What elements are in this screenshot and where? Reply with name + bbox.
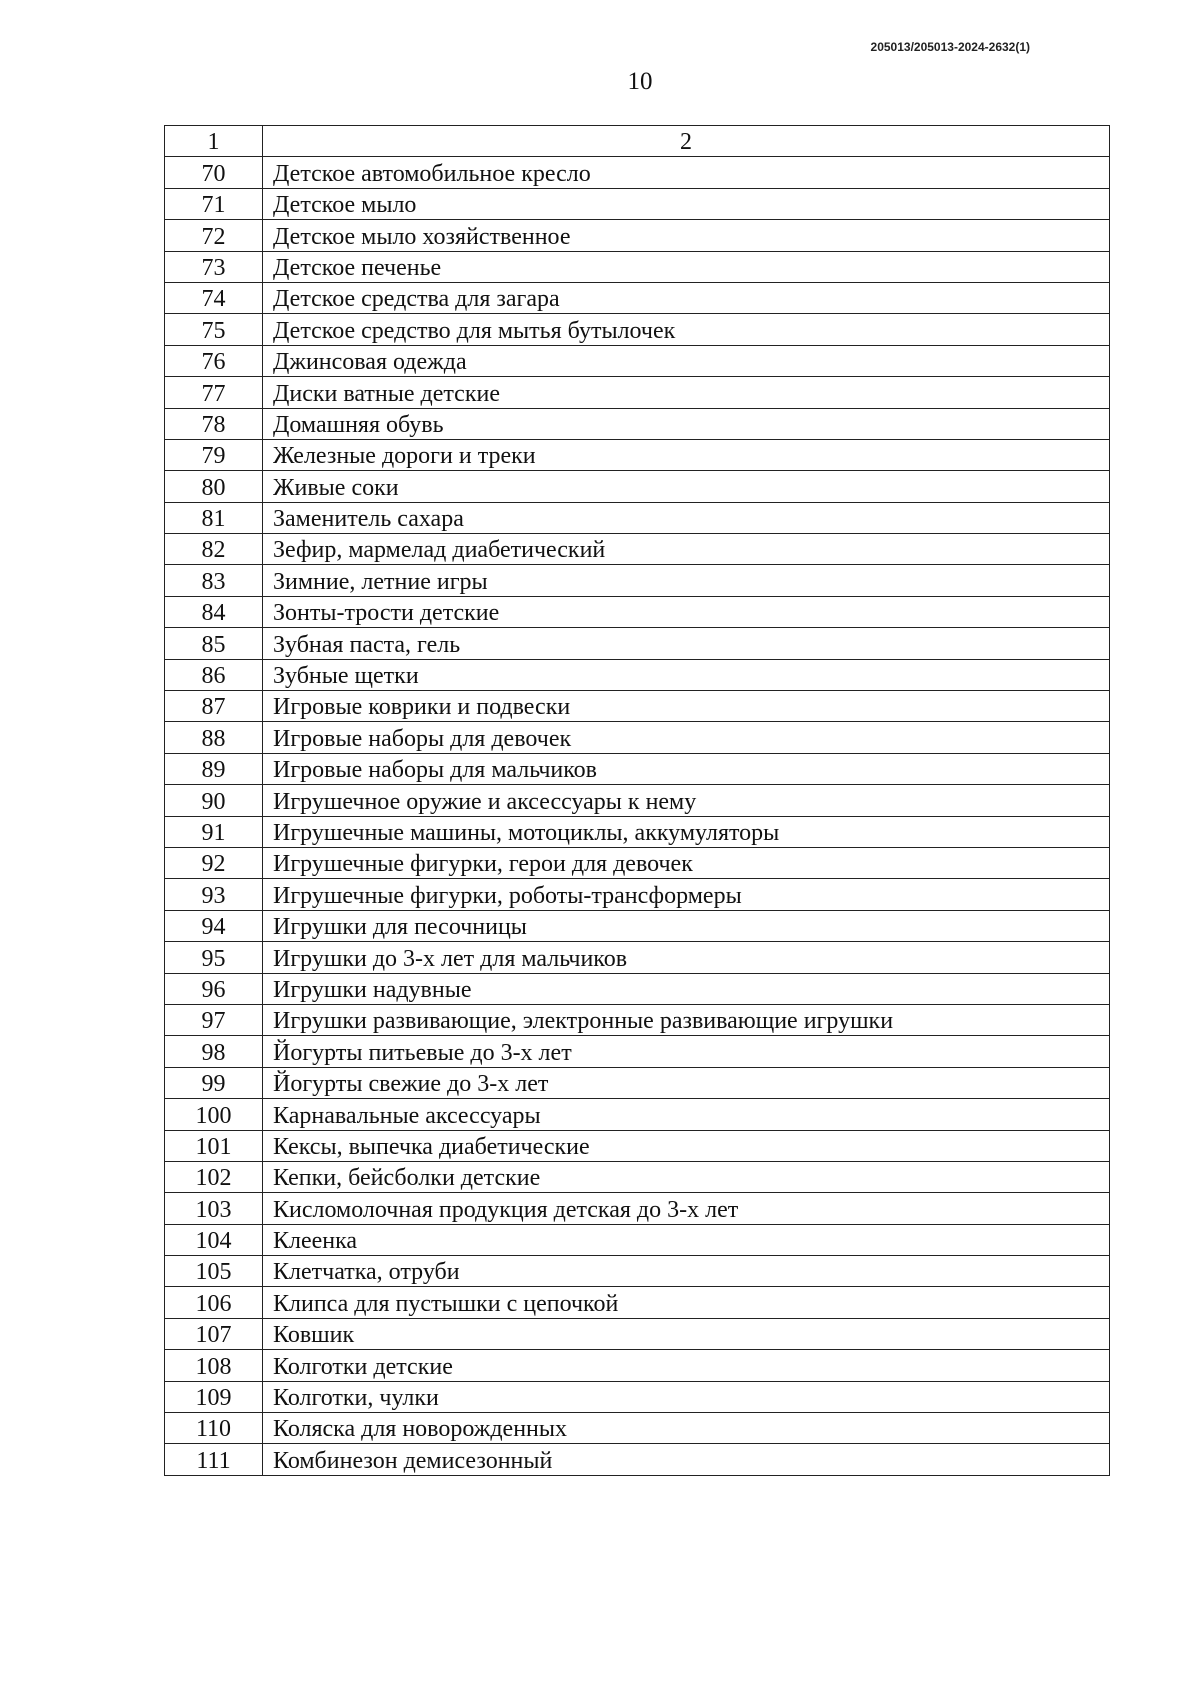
row-item-name: Детское мыло хозяйственное [263,220,1110,251]
row-item-name: Кисломолочная продукция детская до 3-х лет [263,1193,1110,1224]
table-row [165,1224,1110,1255]
table-row [165,942,1110,973]
row-number: 75 [165,314,263,345]
row-number: 91 [165,816,263,847]
table-row [165,439,1110,470]
row-item-name: Зонты-трости детские [263,596,1110,627]
table-row [165,847,1110,878]
row-number: 109 [165,1381,263,1412]
row-item-name: Кексы, выпечка диабетические [263,1130,1110,1161]
row-item-name: Джинсовая одежда [263,345,1110,376]
table-row [165,1099,1110,1130]
table-row [165,1161,1110,1192]
table-row [165,220,1110,251]
table-row [165,565,1110,596]
row-number: 105 [165,1256,263,1287]
row-item-name: Детское мыло [263,188,1110,219]
row-item-name: Живые соки [263,471,1110,502]
table-row [165,502,1110,533]
row-item-name: Игрушечное оружие и аксессуары к нему [263,785,1110,816]
row-number: 79 [165,439,263,470]
row-item-name: Детское средства для загара [263,282,1110,313]
table-row [165,973,1110,1004]
table-row [165,1350,1110,1381]
row-item-name: Йогурты свежие до 3-х лет [263,1067,1110,1098]
row-item-name: Колготки детские [263,1350,1110,1381]
row-item-name: Железные дороги и треки [263,439,1110,470]
column-2-header: 2 [263,126,1110,157]
row-number: 88 [165,722,263,753]
table-row [165,188,1110,219]
row-item-name: Йогурты питьевые до 3-х лет [263,1036,1110,1067]
table-row [165,1318,1110,1349]
table-row [165,1256,1110,1287]
table-row [165,816,1110,847]
table-row [165,1004,1110,1035]
table-row [165,1130,1110,1161]
row-item-name: Детское средство для мытья бутылочек [263,314,1110,345]
row-item-name: Игрушки до 3-х лет для мальчиков [263,942,1110,973]
row-item-name: Заменитель сахара [263,502,1110,533]
row-number: 87 [165,691,263,722]
row-item-name: Диски ватные детские [263,377,1110,408]
table-row [165,879,1110,910]
row-number: 96 [165,973,263,1004]
row-item-name: Колготки, чулки [263,1381,1110,1412]
table-row [165,157,1110,188]
document-id: 205013/205013-2024-2632(1) [870,40,1030,54]
row-number: 77 [165,377,263,408]
row-number: 81 [165,502,263,533]
row-number: 110 [165,1413,263,1444]
row-number: 94 [165,910,263,941]
row-item-name: Игрушки надувные [263,973,1110,1004]
table-row [165,785,1110,816]
table-row [165,910,1110,941]
row-number: 71 [165,188,263,219]
row-item-name: Зубные щетки [263,659,1110,690]
row-number: 101 [165,1130,263,1161]
row-number: 99 [165,1067,263,1098]
row-number: 106 [165,1287,263,1318]
row-item-name: Игровые наборы для мальчиков [263,753,1110,784]
table-row [165,534,1110,565]
row-number: 82 [165,534,263,565]
row-item-name: Зефир, мармелад диабетический [263,534,1110,565]
row-item-name: Игрушечные фигурки, роботы-трансформеры [263,879,1110,910]
row-number: 98 [165,1036,263,1067]
row-number: 102 [165,1161,263,1192]
row-number: 95 [165,942,263,973]
row-number: 90 [165,785,263,816]
row-number: 108 [165,1350,263,1381]
table-row [165,1287,1110,1318]
row-item-name: Игровые наборы для девочек [263,722,1110,753]
table-row [165,1193,1110,1224]
table-row [165,659,1110,690]
column-1-header: 1 [165,126,263,157]
row-item-name: Зубная паста, гель [263,628,1110,659]
row-item-name: Игрушки развивающие, электронные развивающие игрушки [263,1004,1110,1035]
items-table-body [165,126,1110,1476]
row-number: 70 [165,157,263,188]
row-item-name: Игрушечные фигурки, герои для девочек [263,847,1110,878]
row-number: 73 [165,251,263,282]
table-row [165,628,1110,659]
table-row [165,753,1110,784]
table-row [165,251,1110,282]
row-item-name: Игровые коврики и подвески [263,691,1110,722]
row-number: 76 [165,345,263,376]
row-number: 83 [165,565,263,596]
row-number: 97 [165,1004,263,1035]
row-number: 85 [165,628,263,659]
row-item-name: Комбинезон демисезонный [263,1444,1110,1475]
row-number: 86 [165,659,263,690]
row-item-name: Коляска для новорожденных [263,1413,1110,1444]
row-item-name: Детское автомобильное кресло [263,157,1110,188]
table-row [165,1444,1110,1475]
row-number: 72 [165,220,263,251]
row-number: 78 [165,408,263,439]
table-row [165,1381,1110,1412]
table-row [165,345,1110,376]
row-number: 103 [165,1193,263,1224]
table-row [165,722,1110,753]
row-number: 80 [165,471,263,502]
page-number: 10 [627,68,653,95]
row-item-name: Игрушечные машины, мотоциклы, аккумуляторы [263,816,1110,847]
row-number: 104 [165,1224,263,1255]
table-row [165,408,1110,439]
row-number: 92 [165,847,263,878]
row-item-name: Ковшик [263,1318,1110,1349]
table-row [165,282,1110,313]
table-row [165,377,1110,408]
row-item-name: Карнавальные аксессуары [263,1099,1110,1130]
table-row [165,596,1110,627]
row-item-name: Клетчатка, отруби [263,1256,1110,1287]
table-row [165,691,1110,722]
row-item-name: Клипса для пустышки с цепочкой [263,1287,1110,1318]
row-number: 111 [165,1444,263,1475]
row-item-name: Домашняя обувь [263,408,1110,439]
row-item-name: Кепки, бейсболки детские [263,1161,1110,1192]
row-number: 89 [165,753,263,784]
row-number: 84 [165,596,263,627]
row-item-name: Зимние, летние игры [263,565,1110,596]
table-row [165,1413,1110,1444]
table-row [165,1036,1110,1067]
row-number: 93 [165,879,263,910]
items-table [164,125,1110,1476]
row-item-name: Игрушки для песочницы [263,910,1110,941]
row-number: 74 [165,282,263,313]
row-number: 100 [165,1099,263,1130]
table-row [165,314,1110,345]
table-row [165,471,1110,502]
row-item-name: Клеенка [263,1224,1110,1255]
table-row [165,1067,1110,1098]
table-header-row [165,126,1110,157]
row-item-name: Детское печенье [263,251,1110,282]
row-number: 107 [165,1318,263,1349]
